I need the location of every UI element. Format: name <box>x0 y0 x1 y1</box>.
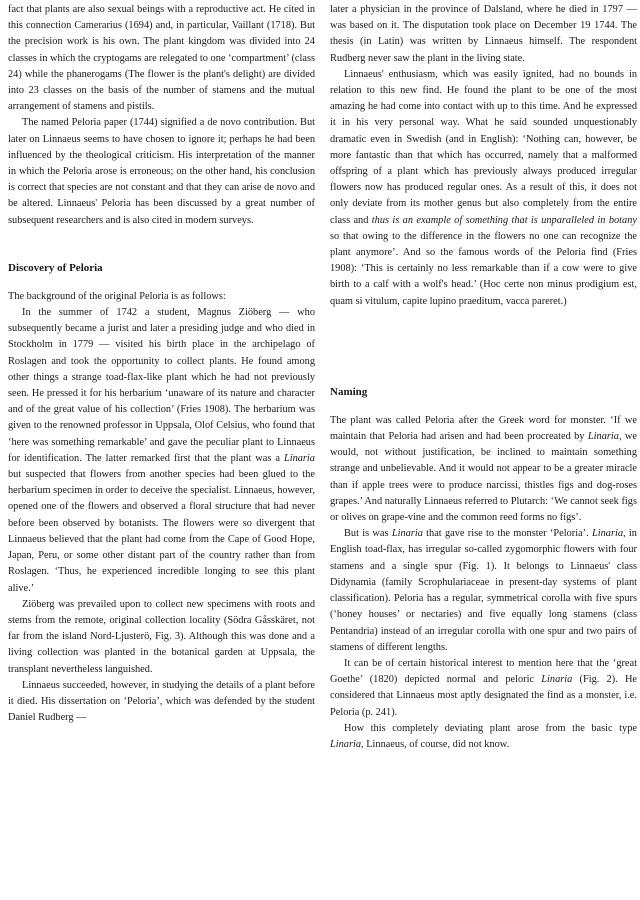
paragraph: later a physician in the province of Dalsland, where he died in 1797 — was based on it. The disputation took place on December 19 1744. The thesis (in Latin) was written by Linnaeus himself. The respondent Rudberg never saw the plant in the living state. <box>330 4 637 64</box>
paragraph: Linnaeus succeeded, however, in studying the details of a plant before it died. His dissertation on ‘Peloria’, which was defended by the student Daniel Rudberg — <box>8 679 315 724</box>
section-heading-discovery: Discovery of Peloria <box>8 261 103 274</box>
paragraph: The background of the original Peloria is as follows: <box>8 290 226 302</box>
left-column <box>8 2 315 726</box>
paragraph: Ziöberg was prevailed upon to collect new specimens with roots and stems from the remote, original collection locality (Södra Gåsskäret, not far from the island Nord-Ljusterö, Fig. 3). Although this was done and a living collection was planted in the botanical garden at Uppsala, the transplant nevertheless languished. <box>8 598 315 675</box>
paragraph: Linnaeus' enthusiasm, which was easily ignited, had no bounds in relation to this new find. He found the plant to be one of the most amazing he had come into contact with up to this time. And he expressed it in his very personal way. What he said sounded unquestionably dramatic even in Swedish (and in English): ‘Nothing can, however, be more fantastic than that which has occurred, namely that a malformed offspring of a plant which has previously always produced irregular flowers now has produced regular ones. As a result of this, it does not only deviate from its mother genus but also completely from the entire class and thus is an example of something that is unparalleled in botany so that owing to the difference in the flowers no one can recognize the plant anymore’. And so the famous words of the Peloria find (Fries 1908): ‘This is certainly no less remarkable than if a cow were to give birth to a calf with a wolf's head.’ (Hoc certe non minus prodigium est, quam si vitulum, capite lupino praeditum, vacca pareret.) <box>330 68 637 307</box>
right-column <box>330 2 637 753</box>
section-heading-naming: Naming <box>330 385 368 398</box>
paragraph: In the summer of 1742 a student, Magnus Ziöberg — who subsequently became a jurist and later a presiding judge and who died in Stockholm in 1779 — visited his birth place in the archipelago of Roslagen and took the opportunity to collect plants. He found among other things a strange toad-flax-like plant which he had not previously seen. He pressed it for his herbarium ‘unaware of its nature and character and of the great value of his collection’ (Fries 1908). The herbarium was given to the renowned professor in Uppsala, Olof Celsius, who found that ‘here was something remarkable’ and gave the peculiar plant to Linnaeus for identification. The latter remarked first that the plant was a Linaria but suspected that flowers from another species had been glued to the herbarium specimen in order to deceive the specialist. Linnaeus, however, opened one of the flowers and observed a floral structure that had never before been observed by botanists. The flowers were so divergent that Linnaeus believed that the plant had come from the Cape of Good Hope, Japan, Peru, or some other distant part of the country rather than from Roslagen. ‘Thus, he experienced incredible longing to see this plant alive.’ <box>8 307 315 594</box>
paragraph: It can be of certain historical interest to mention here that the ‘great Goethe’ (1820) depicted normal and peloric Linaria (Fig. 2). He considered that Linnaeus most aptly designated the find as a monster, i.e. Peloria (p. 241). <box>330 657 638 718</box>
paragraph: How this completely deviating plant arose from the basic type Linaria, Linnaeus, of course, did not know. <box>330 722 637 750</box>
paragraph: The plant was called Peloria after the Greek word for monster. ‘If we maintain that Peloria had arisen and had been procreated by Linaria, we would, not without justification, be inclined to maintain something strange and unbelievable. And it would not appear to be a greater miracle than if apple trees were to produce narcissi, thistles figs and dog-roses grapes.’ And naturally Linnaeus referred to Plutarch: ‘We cannot seek figs or olives on grape-vine and the common reed forms no figs’. <box>330 414 637 524</box>
paragraph: fact that plants are also sexual beings with a reproductive act. He cited in this connection Camerarius (1694) and, in particular, Vaillant (1718). But the precision work is his own. The plant kingdom was divided into 24 classes in which the cryptogams are relegated to one ‘compartment’ (class 24) while the phanerogams (The flower is the plant's delight) are divided into 23 classes on the basis of the number of stamens and the mutual arrangement of stamens and pistils. <box>8 4 315 113</box>
paragraph: The named Peloria paper (1744) signified a de novo contribution. But later on Linnaeus seems to have chosen to ignore it; perhaps he had been influenced by the theological criticism. His interpretation of the manner in which the Peloria arose is erroneous; on the other hand, his conclusion is correct that species are not constant and that they can arise de novo and be altered. Linnaeus' Peloria has been discussed by a great number of subsequent researchers and is also cited in modern surveys. <box>8 117 315 226</box>
paragraph: But is was Linaria that gave rise to the monster ‘Peloria’. Linaria, in English toad-flax, has irregular so-called zygomorphic flowers with four stamens and a single spur (Fig. 1). It belongs to Linnaeus' class Didynamia (family Scrophulariaceae in present-day systems of plant classification). Peloria has a regular, symmetrical corolla with five spurs (‘honey houses’ or nectaries) and five equally long stamens (class Pentandria) instead of an irregular corolla with one spur and two pairs of stamens of different lengths. <box>330 528 637 653</box>
